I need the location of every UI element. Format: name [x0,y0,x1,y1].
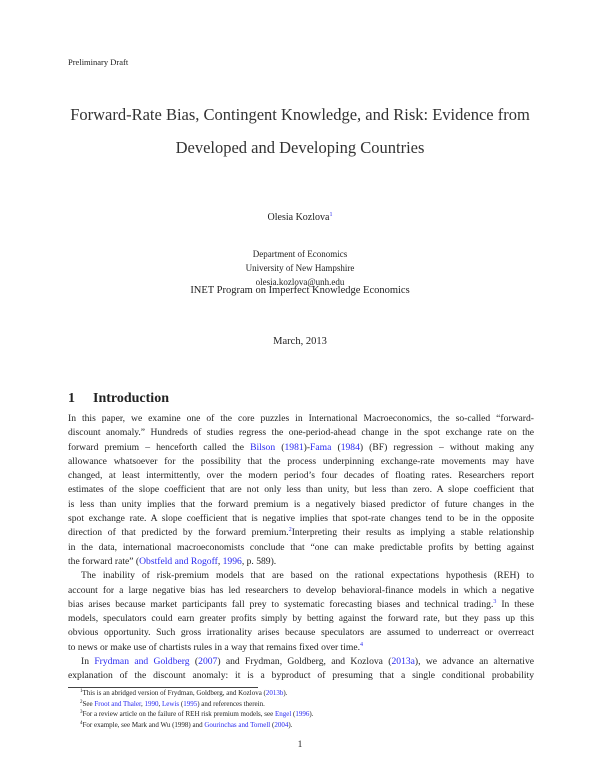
text-line [68,526,534,540]
citation-link[interactable]: Engel [274,710,292,719]
citation-link[interactable]: Bilson [250,441,276,453]
citation-link[interactable]: Lewis [162,699,180,708]
text: discount anomaly.” Hundreds of studies regress the one-period-ahead change in the spot exchange rate on the [68,427,534,439]
citation-link[interactable]: Gourinchas and Tornell [204,720,271,729]
text-line [68,669,534,683]
citation-link[interactable]: 2013a [391,656,415,668]
footnote [80,688,313,699]
citation-link[interactable]: 2013b [265,689,284,697]
program: INET Program on Imperfect Knowledge Economics [190,285,410,296]
section-number: 1 [68,391,75,406]
footnote-mark[interactable]: 3 [493,598,497,605]
citation-link[interactable]: 2007 [198,656,218,668]
text: is less than unity implies that the forward premium is a negatively biased predictor of future changes in the [68,498,534,510]
citation-link[interactable]: 2004 [274,720,289,729]
title-line-2: Developed and Developing Countries [175,138,425,157]
footnotes [80,688,313,730]
text-line [68,498,534,512]
text-line [68,584,534,598]
section-heading [68,391,169,407]
text: ( [270,720,275,729]
author-name: Olesia Kozlova [267,212,330,223]
text: direction of that predicted by the forward premium. [68,527,289,539]
text-line [68,412,534,426]
footnote [80,709,313,720]
footnote-mark: 4 [80,720,83,726]
text-line [68,555,534,569]
text: )- [303,441,311,453]
citation-link[interactable]: Fama [310,441,332,453]
text: ) and Frydman, Goldberg, and Kozlova ( [217,656,392,668]
email: olesia.kozlova@unh.edu [255,277,345,287]
citation-link[interactable]: Frydman and Goldberg [94,656,190,668]
citation-link[interactable]: 1995 [183,699,198,708]
author-footnote-link[interactable]: 1 [329,212,333,218]
text: ) and references therein. [197,699,265,708]
paper-title [0,98,600,164]
text: In these [496,598,534,610]
author [0,212,600,223]
text: See [82,699,95,708]
text: ). [309,710,314,719]
citation-link[interactable]: Obstfeld and Rogoff [139,555,218,567]
text: the forward rate” ( [68,555,140,567]
text: ), we advance an alternative [414,656,535,668]
text: In [81,656,95,668]
citation-link[interactable]: 1996 [222,555,242,567]
date: March, 2013 [273,336,327,347]
footnote [80,699,313,710]
text-line [68,512,534,526]
footnote-mark: 3 [80,710,83,716]
text-line [68,569,534,583]
citation-link[interactable]: 1984 [340,441,360,453]
text: For example, see Mark and Wu (1998) and [82,720,205,729]
text: allowance whatsoever for the possibility that the process underpinning exchange-rate movements may have [68,455,534,467]
page-number: 1 [297,740,303,750]
citation-link[interactable]: 1981 [284,441,304,453]
title-line-1: Forward-Rate Bias, Contingent Knowledge, and Risk: Evidence from [70,105,530,124]
text: ). [283,689,288,697]
text-line [68,426,534,440]
footnote-mark: 1 [80,689,83,694]
text: obvious opportunity. Such gross irrationality arises because speculators are assumed to underreact or overreact [68,627,534,639]
text: to news or make use of chartists rules in a way that remains fixed over time. [68,641,360,653]
text: estimates of the slope coefficient that are not only less than unity, but less than zero. A slope coefficient that [68,484,534,496]
text: account for a large negative bias has led researchers to develop behavioral-finance models in which a negative [68,584,534,596]
affiliation [0,247,600,289]
text: ) (BF) regression – without making any [359,441,535,453]
text: The inability of risk-premium models that are based on the rational expectations hypothesis (REH) to [81,570,534,582]
footnote-mark[interactable]: 2 [288,527,292,534]
citation-link[interactable]: 1996 [295,710,310,719]
text: , p. 589). [241,555,277,567]
text-line [68,441,534,455]
text: , [217,555,223,567]
text: , [141,699,145,708]
department: Department of Economics [252,249,348,259]
text: spot exchange rate. A slope coefficient that is negative implies that spot-rate changes tend to be in the opposite [68,513,534,525]
text-line [68,469,534,483]
text: Interpreting their results as implying a stable relationship [291,527,534,539]
text: For a review article on the failure of REH risk premium models, see [82,710,275,719]
body-text [68,412,534,684]
citation-link[interactable]: Froot and Thaler [94,699,141,708]
text: This is an abridged version of Frydman, Goldberg, and Kozlova ( [82,689,266,697]
section-title: Introduction [93,391,169,406]
text: ( [179,699,184,708]
text: ( [331,441,341,453]
text: , [158,699,162,708]
text-line [68,641,534,655]
text: bias arises because market participants fall prey to systematic forecasting biases and technical trading. [68,598,494,610]
footnote [80,720,313,731]
text-line [68,655,534,669]
citation-link[interactable]: 1990 [144,699,159,708]
text: in the data, international macroeconomists conclude that “one can make predictable profits by betting against [68,541,534,553]
university: University of New Hampshire [245,263,355,273]
text-line [68,483,534,497]
draft-label: Preliminary Draft [68,57,129,67]
text: In this paper, we examine one of the core puzzles in International Macroeconomics, the so-called “forward- [68,413,534,424]
text: forward premium – henceforth called the [68,441,251,453]
text-line [68,626,534,640]
text: ). [288,720,293,729]
footnote-mark: 2 [80,699,83,705]
text: models, speculators could earn greater profits simply by betting against the forward rate, but they pass up this [68,613,534,625]
text-line [68,612,534,626]
text: ( [275,441,285,453]
footnote-mark[interactable]: 4 [360,641,363,648]
text: ( [189,656,199,668]
text-line [68,455,534,469]
text-line [68,598,534,612]
text-line [68,541,534,555]
text: changed, at least intermittently, over the modern period’s four decades of floating rates. Researchers report [68,470,534,482]
text: ( [291,710,296,719]
text: explanation of the discount anomaly: it is a byproduct of presuming that a single conditional probability [68,670,534,682]
